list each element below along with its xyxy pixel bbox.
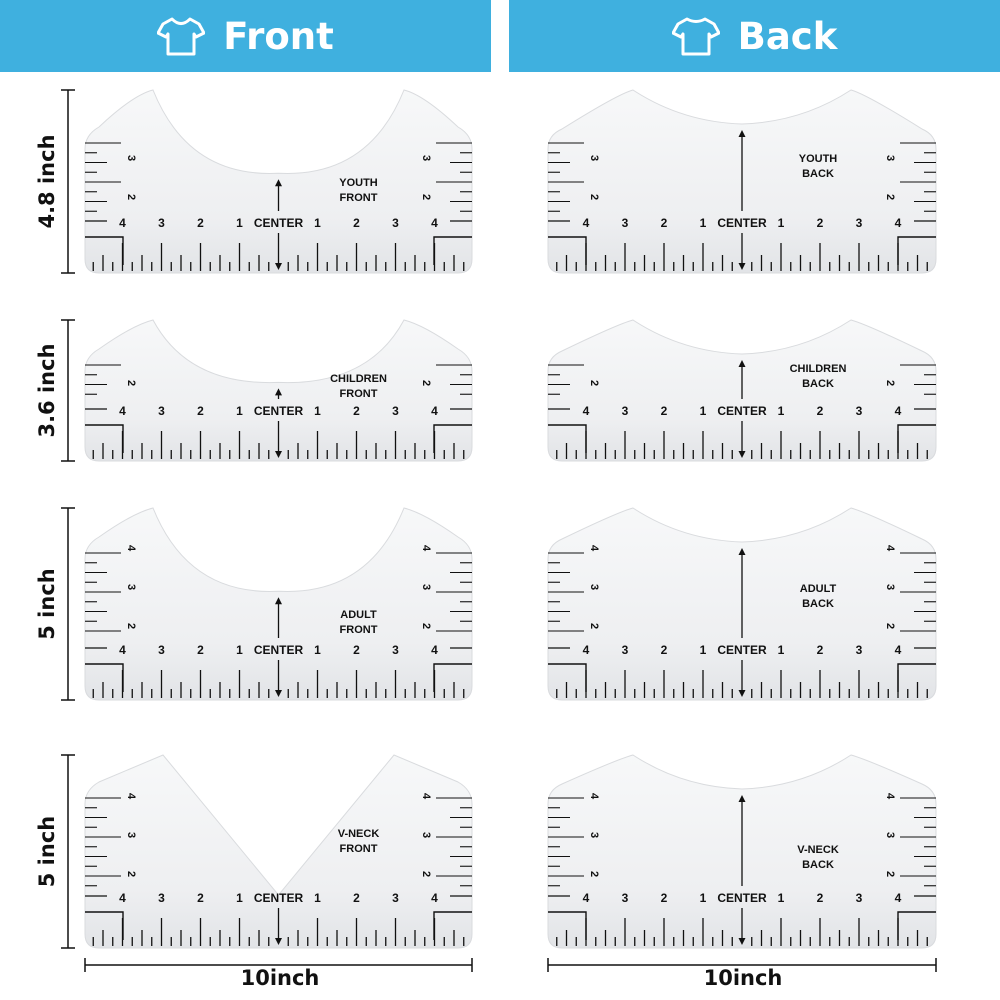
scale-number: 2 bbox=[353, 216, 360, 230]
scale-number: 3 bbox=[621, 404, 629, 418]
scale-number: 1 bbox=[699, 643, 707, 657]
front-ruler-3 bbox=[85, 508, 472, 700]
side-number: 2 bbox=[420, 870, 433, 878]
side-number: 3 bbox=[420, 583, 433, 591]
scale-number: 4 bbox=[119, 216, 126, 230]
scale-number: 2 bbox=[660, 216, 668, 230]
scale-number: 3 bbox=[392, 404, 399, 418]
center-label: CENTER bbox=[253, 216, 304, 230]
scale-number: 3 bbox=[392, 216, 399, 230]
side-number: 2 bbox=[884, 622, 897, 630]
front-ruler-1 bbox=[85, 90, 472, 273]
scale-number: 4 bbox=[894, 891, 902, 905]
ruler-type-label: V-NECK bbox=[337, 828, 380, 840]
scale-number: 3 bbox=[392, 891, 399, 905]
side-number: 3 bbox=[125, 583, 138, 591]
side-number: 3 bbox=[588, 583, 601, 591]
scale-number: 2 bbox=[353, 643, 360, 657]
center-label: CENTER bbox=[717, 216, 767, 230]
scale-number: 4 bbox=[894, 216, 902, 230]
scale-number: 2 bbox=[197, 404, 204, 418]
ruler-type-label: CHILDREN bbox=[330, 373, 387, 385]
side-number: 2 bbox=[588, 622, 601, 630]
ruler-type-label: FRONT bbox=[339, 388, 378, 400]
ruler-type-label: ADULT bbox=[799, 583, 837, 595]
side-number: 3 bbox=[588, 831, 601, 839]
side-number: 4 bbox=[420, 544, 433, 552]
scale-number: 3 bbox=[621, 216, 629, 230]
ruler-type-label: V-NECK bbox=[797, 844, 839, 856]
height-label: 5 inch bbox=[35, 815, 59, 888]
back-ruler-2 bbox=[548, 320, 936, 461]
scale-number: 3 bbox=[158, 643, 165, 657]
front-ruler-4 bbox=[85, 755, 472, 948]
side-number: 3 bbox=[588, 154, 601, 162]
side-number: 3 bbox=[884, 583, 897, 591]
scale-number: 3 bbox=[621, 643, 629, 657]
scale-number: 3 bbox=[855, 891, 863, 905]
ruler-type-label: BACK bbox=[802, 168, 834, 180]
scale-number: 3 bbox=[158, 891, 165, 905]
scale-number: 1 bbox=[777, 643, 785, 657]
ruler-type-label: YOUTH bbox=[798, 153, 838, 165]
center-label: CENTER bbox=[717, 643, 767, 657]
height-label: 4.8 inch bbox=[35, 134, 59, 229]
scale-number: 4 bbox=[582, 404, 590, 418]
scale-number: 4 bbox=[431, 643, 438, 657]
scale-number: 2 bbox=[353, 404, 360, 418]
scale-number: 3 bbox=[392, 643, 399, 657]
scale-number: 2 bbox=[353, 891, 360, 905]
ruler-type-label: FRONT bbox=[339, 624, 378, 636]
side-number: 2 bbox=[420, 379, 433, 387]
back-ruler-4 bbox=[548, 755, 936, 948]
scale-number: 4 bbox=[894, 643, 902, 657]
side-number: 4 bbox=[884, 792, 897, 800]
scale-number: 1 bbox=[236, 643, 243, 657]
ruler-type-label: FRONT bbox=[339, 192, 378, 204]
back-ruler-3 bbox=[548, 508, 936, 700]
front-width-label: 10inch bbox=[240, 966, 320, 990]
scale-number: 1 bbox=[314, 891, 321, 905]
ruler-type-label: FRONT bbox=[339, 843, 378, 855]
side-number: 3 bbox=[884, 831, 897, 839]
side-number: 4 bbox=[884, 544, 897, 552]
side-number: 2 bbox=[420, 622, 433, 630]
scale-number: 1 bbox=[777, 216, 785, 230]
center-label: CENTER bbox=[253, 643, 304, 657]
scale-number: 4 bbox=[431, 404, 438, 418]
scale-number: 1 bbox=[699, 891, 707, 905]
scale-number: 2 bbox=[660, 643, 668, 657]
ruler-type-label: YOUTH bbox=[339, 177, 378, 189]
scale-number: 3 bbox=[855, 404, 863, 418]
scale-number: 1 bbox=[236, 891, 243, 905]
side-number: 3 bbox=[420, 831, 433, 839]
scale-number: 2 bbox=[816, 891, 824, 905]
front-ruler-2 bbox=[85, 320, 472, 461]
side-number: 2 bbox=[125, 379, 138, 387]
height-label: 5 inch bbox=[35, 568, 59, 640]
scale-number: 2 bbox=[660, 404, 668, 418]
scale-number: 1 bbox=[699, 216, 707, 230]
scale-number: 1 bbox=[314, 643, 321, 657]
side-number: 2 bbox=[588, 870, 601, 878]
center-label: CENTER bbox=[253, 891, 304, 905]
side-number: 2 bbox=[588, 193, 601, 201]
front-title: Front bbox=[223, 14, 334, 58]
scale-number: 1 bbox=[314, 404, 321, 418]
side-number: 2 bbox=[125, 622, 138, 630]
center-label: CENTER bbox=[253, 404, 304, 418]
scale-number: 4 bbox=[119, 404, 126, 418]
scale-number: 2 bbox=[197, 891, 204, 905]
scale-number: 4 bbox=[582, 891, 590, 905]
scale-number: 4 bbox=[119, 643, 126, 657]
scale-number: 1 bbox=[314, 216, 321, 230]
side-number: 2 bbox=[125, 193, 138, 201]
scale-number: 1 bbox=[236, 404, 243, 418]
back-title: Back bbox=[737, 14, 838, 58]
side-number: 2 bbox=[588, 379, 601, 387]
ruler-type-label: BACK bbox=[802, 859, 834, 871]
side-number: 2 bbox=[884, 379, 897, 387]
scale-number: 2 bbox=[816, 643, 824, 657]
scale-number: 1 bbox=[777, 891, 785, 905]
side-number: 2 bbox=[884, 870, 897, 878]
side-number: 4 bbox=[588, 792, 601, 800]
scale-number: 3 bbox=[855, 216, 863, 230]
side-number: 4 bbox=[588, 544, 601, 552]
side-number: 4 bbox=[125, 544, 138, 552]
center-label: CENTER bbox=[717, 404, 767, 418]
side-number: 2 bbox=[884, 193, 897, 201]
height-label: 3.6 inch bbox=[35, 343, 59, 438]
scale-number: 2 bbox=[816, 216, 824, 230]
scale-number: 3 bbox=[855, 643, 863, 657]
side-number: 4 bbox=[125, 792, 138, 800]
scale-number: 3 bbox=[158, 216, 165, 230]
scale-number: 4 bbox=[431, 216, 438, 230]
side-number: 2 bbox=[420, 193, 433, 201]
scale-number: 3 bbox=[621, 891, 629, 905]
scale-number: 4 bbox=[582, 216, 590, 230]
scale-number: 2 bbox=[660, 891, 668, 905]
side-number: 2 bbox=[125, 870, 138, 878]
scale-number: 4 bbox=[582, 643, 590, 657]
ruler-type-label: BACK bbox=[802, 378, 834, 390]
scale-number: 4 bbox=[894, 404, 902, 418]
scale-number: 1 bbox=[777, 404, 785, 418]
scale-number: 2 bbox=[197, 643, 204, 657]
scale-number: 4 bbox=[431, 891, 438, 905]
scale-number: 1 bbox=[236, 216, 243, 230]
ruler-type-label: ADULT bbox=[340, 609, 377, 621]
side-number: 3 bbox=[884, 154, 897, 162]
side-number: 3 bbox=[420, 154, 433, 162]
back-ruler-1 bbox=[548, 90, 936, 273]
center-label: CENTER bbox=[717, 891, 767, 905]
side-number: 3 bbox=[125, 831, 138, 839]
ruler-type-label: CHILDREN bbox=[789, 363, 847, 375]
scale-number: 2 bbox=[816, 404, 824, 418]
scale-number: 4 bbox=[119, 891, 126, 905]
scale-number: 1 bbox=[699, 404, 707, 418]
scale-number: 2 bbox=[197, 216, 204, 230]
scale-number: 3 bbox=[158, 404, 165, 418]
ruler-type-label: BACK bbox=[802, 598, 834, 610]
side-number: 3 bbox=[125, 154, 138, 162]
back-width-label: 10inch bbox=[703, 966, 783, 990]
side-number: 4 bbox=[420, 792, 433, 800]
